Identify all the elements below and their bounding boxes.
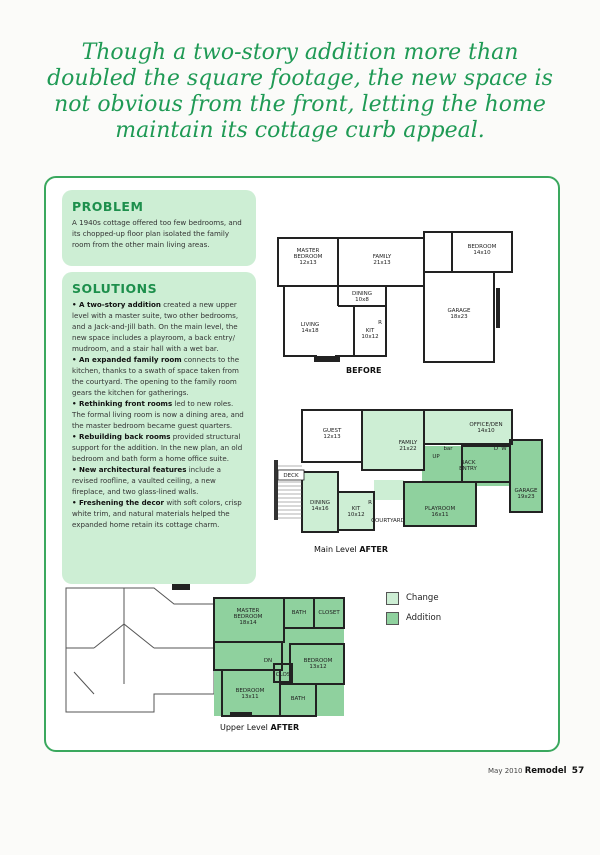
room-size: 13x12 (309, 664, 327, 670)
before-garage-door (496, 288, 500, 328)
room-label: MASTER (236, 608, 260, 614)
svg-text:KIT10x12 (361, 328, 378, 340)
legend-item-change (386, 588, 441, 608)
room-size: 12x13 (299, 260, 317, 266)
solution-text: created a new upper level with a master suite, two other bedrooms, and a Jack-and-Jill bath. On the main level, the new space includes a playroom, a back entry/ mudroom, and a stair hall with a wet bar. (72, 300, 239, 353)
porch-roof (230, 712, 252, 717)
room-label: KIT (351, 506, 361, 512)
change-area (374, 480, 404, 500)
addition-area (404, 482, 476, 526)
room-size: 14x16 (311, 506, 329, 512)
room-size: 19x23 (517, 494, 535, 500)
room-label: DINING (310, 500, 330, 506)
before-main-wall (284, 286, 386, 360)
svg-text:LIVING14x18 (301, 322, 319, 334)
headline-line: Though a two-story addition more than (81, 40, 519, 65)
headline-line: doubled the square footage, the new space is (47, 66, 553, 91)
addition-area (422, 446, 462, 482)
room-label: BEDROOM (233, 614, 263, 620)
room-label: GUEST (322, 428, 342, 434)
room-label: MASTER (296, 248, 320, 254)
room-size: 18x23 (450, 314, 468, 320)
room-label: FAMILY (372, 254, 392, 260)
room-label: LIVING (300, 322, 320, 328)
stairs-up-label: UP (432, 454, 440, 460)
svg-text:BACKENTRY (459, 460, 477, 472)
svg-text:FAMILY21x22 (399, 440, 418, 452)
problem-title: PROBLEM (72, 199, 144, 214)
addition-swatch (386, 612, 399, 625)
fridge-label: R (378, 320, 382, 326)
room-label: BATH (290, 696, 306, 702)
legend (386, 588, 441, 628)
room-size: 10x8 (355, 297, 369, 303)
room-label: PLAYROOM (424, 506, 456, 512)
room-label: ENTRY (459, 466, 477, 472)
fridge-label: R (368, 500, 372, 506)
room-size: 21x13 (373, 260, 391, 266)
room-label: FAMILY (398, 440, 418, 446)
solution-lead: • A two-story addition (72, 300, 161, 309)
svg-text:MASTERBEDROOM12x13 (294, 248, 323, 266)
sidebar-frame (44, 176, 560, 752)
headline-line: not obvious from the front, letting the home (54, 92, 546, 117)
room-size: 16x11 (431, 512, 449, 518)
before-floor-plan (274, 228, 544, 378)
deck-label: DECK (283, 473, 299, 479)
room-label: BACK (460, 460, 476, 466)
svg-text:DINING14x16 (310, 500, 330, 512)
solution-item (72, 299, 248, 354)
solution-text: led to new roles. The formal living room is now a dining area, and the master bedroom became guest quarters. (72, 399, 244, 430)
room-label: CLOSET (318, 610, 340, 616)
solution-lead: • New architectural features (72, 465, 187, 474)
solutions-list (72, 299, 248, 530)
solution-lead: • An expanded family room (72, 355, 182, 364)
svg-text:BEDROOM14x10 (468, 244, 497, 256)
solution-lead: • Freshening the decor (72, 498, 165, 507)
room-size: 10x12 (361, 334, 379, 340)
headline (30, 40, 570, 144)
problem-panel (62, 190, 256, 266)
roof-outline (66, 588, 214, 712)
legend-label: Addition (406, 613, 442, 623)
room-size: 14x10 (477, 428, 495, 434)
upper-level-floor-plan (64, 584, 364, 734)
svg-text:GUEST12x13 (323, 428, 342, 440)
room-label: OFFICE/DEN (469, 422, 503, 428)
svg-text:GARAGE18x23 (447, 308, 471, 320)
room-label: BEDROOM (303, 658, 333, 664)
room-label: GARAGE (447, 308, 471, 314)
room-label: BATH (291, 610, 307, 616)
legend-label: Change (406, 593, 439, 603)
issue-date: May 2010 (488, 767, 523, 775)
room-label: BEDROOM (467, 244, 497, 250)
svg-text:GARAGE19x23 (514, 488, 538, 500)
page-footer (488, 766, 584, 776)
solution-lead: • Rethinking front rooms (72, 399, 173, 408)
chimney-block (172, 584, 190, 590)
room-size: 13x11 (241, 694, 259, 700)
legend-item-addition (386, 608, 441, 628)
magazine-name: Remodel (524, 766, 567, 776)
headline-line: maintain its cottage curb appeal. (115, 118, 485, 143)
solution-item (72, 431, 248, 464)
courtyard-label: COURTYARD (371, 518, 405, 524)
room-label: CLOS (275, 672, 291, 678)
before-porch (314, 356, 340, 362)
solution-text: with soft colors, crisp white trim, and natural materials helped the expanded home retain its cottage charm. (72, 498, 242, 529)
solutions-title: SOLUTIONS (72, 281, 158, 296)
solution-text: connects to the kitchen, thanks to a swath of space taken from the courtyard. The opening to the family room gears the kitchen for gatherings. (72, 355, 240, 397)
dryer-label: D (493, 446, 499, 452)
addition-area (510, 440, 542, 512)
bar-label: bar (443, 446, 453, 452)
room-label: BEDROOM (293, 254, 323, 260)
svg-text:DINING10x8 (352, 291, 372, 303)
change-swatch (386, 592, 399, 605)
room-size: 14x18 (301, 328, 319, 334)
solution-item (72, 464, 248, 497)
main-level-floor-plan (274, 406, 544, 556)
room-size: 21x22 (399, 446, 417, 452)
problem-text: A 1940s cottage offered too few bedrooms, and its chopped-up floor plan isolated the family room from the other main living areas. (72, 218, 242, 249)
svg-text:FAMILY21x13 (373, 254, 392, 266)
main-level-caption: Main Level AFTER (314, 545, 389, 554)
solution-item (72, 354, 248, 398)
washer-label: W (501, 446, 507, 452)
room-size: 12x13 (323, 434, 341, 440)
room-size: 10x12 (347, 512, 365, 518)
room-label: GARAGE (514, 488, 538, 494)
page-number: 57 (571, 766, 585, 776)
room-label: BEDROOM (235, 688, 265, 694)
solution-text: provided structural support for the addition. In the new plan, an old bedroom and bath form a home office suite. (72, 432, 243, 463)
deck-edge (274, 460, 278, 520)
before-hall-room (424, 232, 452, 272)
room-label: DINING (352, 291, 372, 297)
before-caption: BEFORE (346, 366, 382, 375)
upper-level-caption: Upper Level AFTER (220, 723, 300, 732)
solution-item (72, 398, 248, 431)
room-size: 18x14 (239, 620, 257, 626)
solutions-panel (62, 272, 256, 584)
room-label: KIT (365, 328, 375, 334)
solution-item (72, 497, 248, 530)
stairs-down-label: DN (263, 658, 273, 664)
solution-text: include a revised roofline, a vaulted ceiling, a new fireplace, and two glass-lined walls. (72, 465, 222, 496)
solution-lead: • Rebuilding back rooms (72, 432, 171, 441)
room-size: 14x10 (473, 250, 491, 256)
